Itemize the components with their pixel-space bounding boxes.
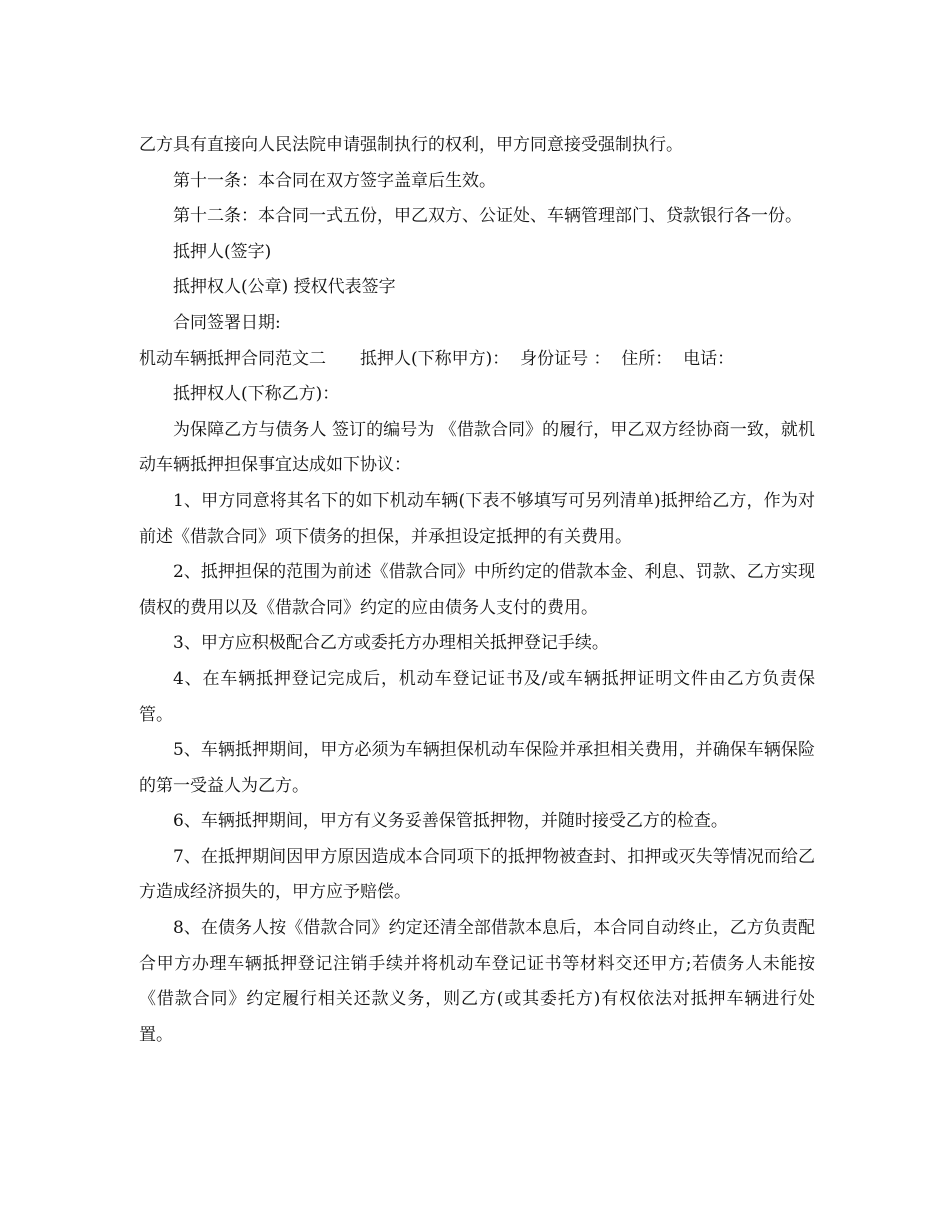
signing-date: 合同签署日期: [173,312,281,333]
clause-3: 3、甲方应积极配合乙方或委托方办理相关抵押登记手续。 [173,633,609,654]
clause-8: 8、在债务人按《借款合同》约定还清全部借款本息后，本合同自动终止，乙方负责配合甲方办理车辆抵押登记注销手续并将机动车登记证书等材料交还甲方;若债务人未能按《借款合同》约定履行相关还款义务，则乙方(或其委托方)有权依法对抵押车辆进行处置。 [139,918,815,1045]
document-body [139,128,815,1053]
paragraph-preamble: 为保障乙方与债务人 签订的编号为 《借款合同》的履行，甲乙双方经协商一致，就机动车辆抵押担保事宜达成如下协议： [139,419,815,476]
clause-4: 4、在车辆抵押登记完成后，机动车登记证书及/或车辆抵押证明文件由乙方负责保管。 [139,668,815,725]
paragraph-enforcement: 乙方具有直接向人民法院申请强制执行的权利，甲方同意接受强制执行。 [139,135,683,155]
contract-two-heading: 机动车辆抵押合同范文二 抵押人(下称甲方)： 身份证号 ： 住所： 电话： [139,348,735,369]
clause-5: 5、车辆抵押期间，甲方必须为车辆担保机动车保险并承担相关费用，并确保车辆保险的第一受益人为乙方。 [139,740,815,796]
paragraph-article-12: 第十二条：本合同一式五份，甲乙双方、公证处、车辆管理部门、贷款银行各一份。 [173,206,802,227]
clause-1: 1、甲方同意将其名下的如下机动车辆(下表不够填写可另列清单)抵押给乙方，作为对前述《借款合同》项下债务的担保，并承担设定抵押的有关费用。 [139,490,815,547]
mortgagee-party: 抵押权人(下称乙方)： [173,384,340,405]
signature-mortgagor: 抵押人(签字) [173,241,272,262]
paragraph-article-11: 第十一条：本合同在双方签字盖章后生效。 [173,170,496,191]
clause-7: 7、在抵押期间因甲方原因造成本合同项下的抵押物被查封、扣押或灭失等情况而给乙方造成经济损失的，甲方应予赔偿。 [139,846,815,903]
clause-6: 6、车辆抵押期间，甲方有义务妥善保管抵押物，并随时接受乙方的检查。 [173,811,728,832]
clause-2: 2、抵押担保的范围为前述《借款合同》中所约定的借款本金、利息、罚款、乙方实现债权的费用以及《借款合同》约定的应由债务人支付的费用。 [139,562,815,618]
signature-mortgagee: 抵押权人(公章) 授权代表签字 [173,277,396,298]
